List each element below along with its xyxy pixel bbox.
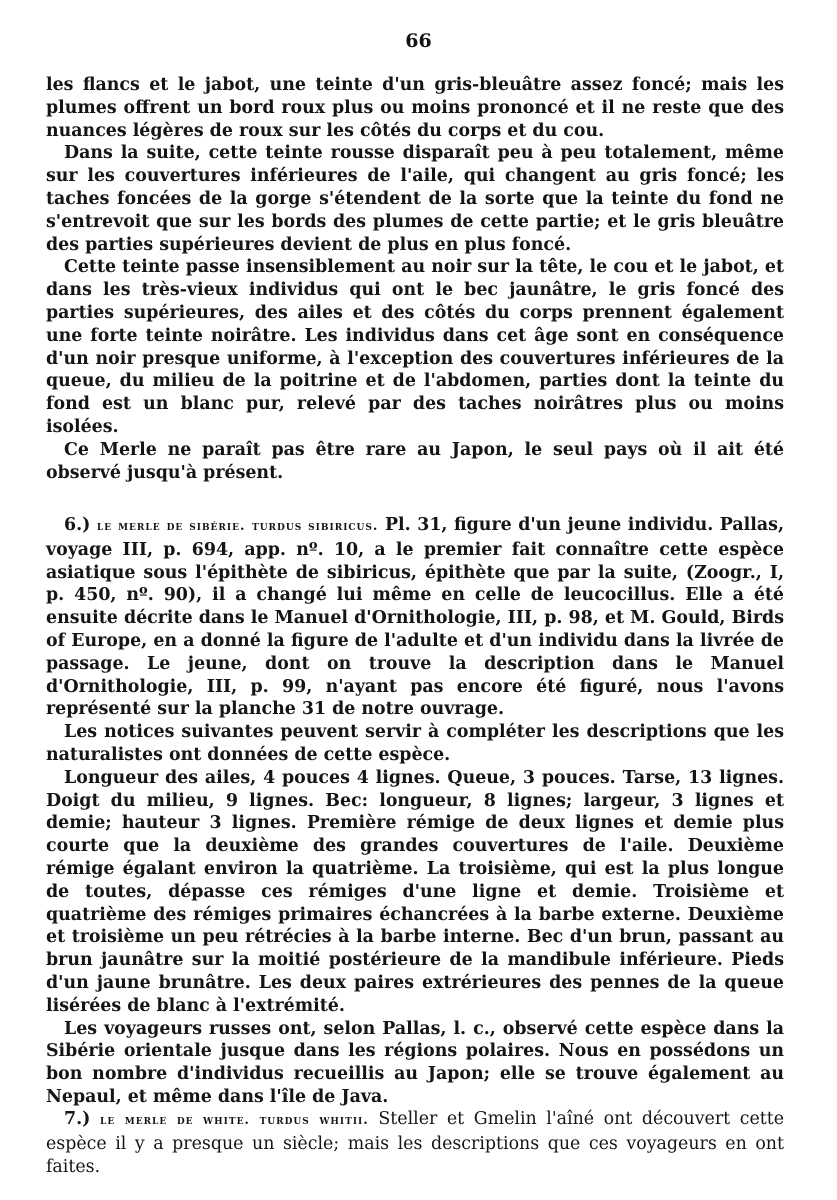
section-merle-de-siberie bbox=[46, 514, 784, 1109]
paragraph bbox=[46, 1108, 784, 1178]
paragraph-text: Steller et Gmelin l'aîné ont découvert cette espèce il y a presque un siècle; mais les descriptions que ces voyageurs en ont faites. bbox=[46, 1109, 785, 1177]
paragraph: Longueur des ailes, 4 pouces 4 lignes. Queue, 3 pouces. Tarse, 13 lignes. Doigt du milieu, 9 lignes. Bec: longueur, 8 lignes; largeur, 3 lignes et demie; hauteur 3 lignes. Première rémige de deux lignes et demie plus courte que la deuxième des grandes couvertures de l'aile. Deuxième rémige égalant environ la quatrième. La troisième, qui est la plus longue de toutes, dépasse ces rémiges d'une ligne et demie. Troisième et quatrième des rémiges primaires échancrées à la barbe externe. Deuxième et troisième un peu rétrécies à la barbe interne. Bec d'un brun, passant au brun jaunâtre sur la moitié postérieure de la mandibule inférieure. Pieds d'un jaune brunâtre. Les deux paires extrérieures des pennes de la queue lisérées de blanc à l'extrémité. bbox=[46, 767, 784, 1016]
paragraph: Ce Merle ne paraît pas être rare au Japon, le seul pays où il ait été observé jusqu'à présent. bbox=[46, 439, 784, 483]
paragraph: les flancs et le jabot, une teinte d'un gris-bleuâtre assez foncé; mais les plumes offrent un bord roux plus ou moins prononcé et il ne reste que des nuances légères de roux sur les côtés du corps et du cou. bbox=[46, 75, 784, 141]
paragraph-text: Pl. 31, figure d'un jeune individu. Pallas, voyage III, p. 694, app. nº. 10, a le premier fait connaître cette espèce asiatique sous l'épithète de sibiricus, épithète que par la suite, (Zoogr., I, p. 450, nº. 90), il a changé lui même en celle de leucocillus. Elle a été ensuite décrite dans le Manuel d'Ornithologie, III, p. 98, et M. Gould, Birds of Europe, en a donné la figure de l'adulte et d'un individu dans la livrée de passage. Le jeune, dont on trouve la description dans le Manuel d'Ornithologie, III, p. 99, n'ayant pas encore été figuré, nous l'avons représenté sur la planche 31 de notre ouvrage. bbox=[46, 515, 785, 720]
paragraph: Cette teinte passe insensiblement au noir sur la tête, le cou et le jabot, et dans les très-vieux individus qui ont le bec jaunâtre, le gris foncé des parties supérieures, des ailes et des côtés du corps prennent également une forte teinte noirâtre. Les individus dans cet âge sont en conséquence d'un noir presque uniforme, à l'exception des couvertures inférieures de la queue, du milieu de la poitrine et de l'abdomen, parties dont la teinte du fond est un blanc pur, relevé par des taches noirâtres plus ou moins isolées. bbox=[46, 257, 784, 437]
latin-name: turdus whitii. bbox=[259, 1113, 369, 1128]
paragraph: Les notices suivantes peuvent servir à compléter les descriptions que les naturalistes ont données de cette espèce. bbox=[46, 722, 784, 765]
latin-name: turdus sibiricus. bbox=[252, 519, 379, 534]
section-number: 7.) bbox=[64, 1109, 91, 1129]
paragraph: Les voyageurs russes ont, selon Pallas, l. c., observé cette espèce dans la Sibérie orientale jusque dans les régions polaires. Nous en possédons un bon nombre d'individus recueillis au Japon; elle se trouve également au Nepaul, et même dans l'île de Java. bbox=[46, 1018, 784, 1107]
section-title: le merle de white. bbox=[99, 1113, 250, 1128]
page-number: 66 bbox=[405, 30, 432, 52]
section-merle-de-white bbox=[46, 1108, 784, 1178]
section-title: le merle de sibérie. bbox=[96, 519, 246, 534]
paragraph: Dans la suite, cette teinte rousse disparaît peu à peu totalement, même sur les couvertures inférieures de l'aile, qui changent au gris foncé; les taches foncées de la gorge s'étendent de la sorte que la teinte du fond ne s'entrevoit que sur les bords des plumes de cette partie; et le gris bleuâtre des parties supérieures devient de plus en plus foncé. bbox=[46, 143, 784, 255]
text-block-turdus-continued bbox=[46, 74, 784, 484]
paragraph bbox=[46, 514, 784, 721]
section-number: 6.) bbox=[64, 515, 91, 535]
